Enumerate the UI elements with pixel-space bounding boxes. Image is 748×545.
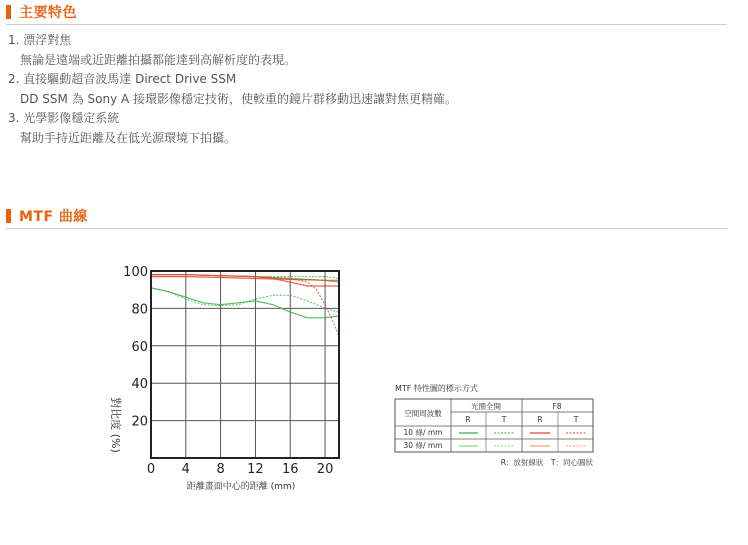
x-tick-label: 12 [247,462,264,477]
legend-row-30: 30 條/ mm [403,441,443,450]
feature-description: 幫助手持近距離及在低光源環境下拍攝。 [20,130,237,145]
mtf-section-header [6,204,727,229]
legend-title: MTF 特性圖的標示方式 [395,384,478,393]
feature-description: DD SSM 為 Sony A 接環影像穩定技術，使較重的鏡片群移動迅速讓對焦更精確。 [20,91,458,106]
features-section-header [6,0,727,25]
mtf-chart [100,260,360,500]
y-tick-label: 20 [131,414,148,430]
legend-f8: F8 [552,402,562,411]
feature-description: 無論是遠端或近距離拍攝都能達到高解析度的表現。 [20,52,297,67]
feature-title: 3. 光學影像穩定系統 [8,111,120,125]
legend-t-open: T [501,415,507,424]
features-list [8,31,728,148]
legend-t-f8: T [573,415,579,424]
y-tick-label: 40 [131,377,148,393]
y-tick-label: 80 [131,302,148,318]
y-tick-label: 100 [123,265,148,280]
legend-row-10: 10 條/ mm [403,428,443,437]
feature-title: 2. 直接驅動超音波馬達 Direct Drive SSM [8,72,237,86]
plot-area [151,271,339,458]
mtf-legend [393,380,603,475]
feature-title: 1. 漂浮對焦 [8,33,72,47]
y-tick-label: 60 [131,339,148,355]
legend-full-aperture: 光圈全開 [471,402,501,411]
x-tick-label: 8 [216,462,225,477]
x-tick-label: 0 [146,462,156,477]
legend-r-open: R [465,415,471,424]
legend-r-f8: R [537,415,543,424]
x-tick-label: 20 [316,462,334,477]
legend-note: R：放射線狀 T：同心圓狀 [500,458,593,467]
x-tick-label: 16 [281,462,299,477]
section-accent-bar [6,209,11,223]
y-axis-label: 對比度 (%) [109,397,122,453]
x-axis-label: 距離畫面中心的距離 (mm) [186,482,296,492]
mtf-section-title: MTF 曲線 [19,209,88,225]
legend-spatial-frequency: 空間周波數 [404,409,442,418]
features-section-title: 主要特色 [19,5,77,21]
x-tick-label: 4 [181,462,190,477]
section-accent-bar [6,5,11,19]
